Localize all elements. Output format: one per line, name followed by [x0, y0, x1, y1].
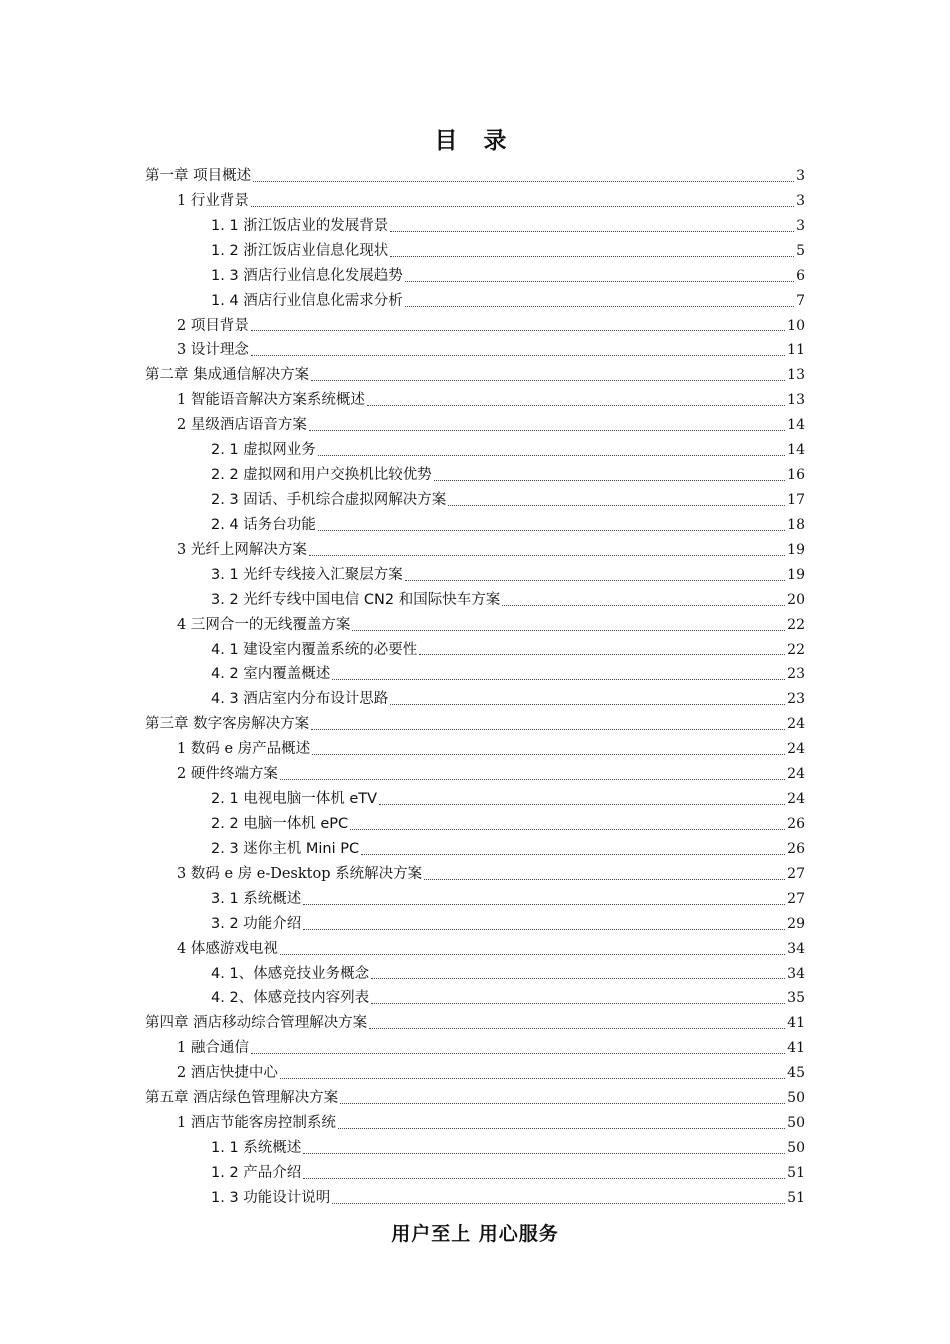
toc-entry[interactable] [145, 488, 805, 513]
dot-leader [251, 205, 794, 207]
toc-entry-page-number: 34 [787, 965, 805, 982]
toc-entry-page-number: 50 [787, 1115, 805, 1132]
dot-leader [379, 803, 785, 805]
dot-leader [338, 1127, 785, 1129]
toc-entry[interactable] [145, 962, 805, 987]
dot-leader [309, 554, 785, 556]
toc-entry-page-number: 5 [796, 242, 805, 259]
toc-entry[interactable] [145, 289, 805, 314]
toc-entry[interactable] [145, 388, 805, 413]
toc-entry-page-number: 22 [787, 616, 805, 633]
dot-leader [311, 379, 785, 381]
toc-entry-page-number: 10 [787, 317, 805, 334]
dot-leader [361, 853, 785, 855]
dot-leader [340, 1102, 785, 1104]
toc-entry-page-number: 27 [787, 865, 805, 882]
toc-entry-page-number: 20 [787, 591, 805, 608]
toc-entry-label: 2. 1 虚拟网业务 [211, 442, 316, 459]
toc-entry[interactable] [145, 837, 805, 862]
page-footer-slogan: 用户至上 用心服务 [391, 1223, 559, 1245]
toc-entry-page-number: 6 [796, 267, 805, 284]
toc-entry-label: 2 星级酒店语音方案 [177, 417, 307, 434]
dot-leader [448, 504, 785, 506]
toc-entry-label: 3. 2 功能介绍 [211, 915, 302, 932]
toc-entry-label: 3. 1 系统概述 [211, 890, 302, 907]
dot-leader [251, 329, 785, 331]
toc-entry-label: 1. 1 系统概述 [211, 1139, 302, 1156]
toc-entry-label: 3 数码 e 房 e-Desktop 系统解决方案 [177, 865, 423, 882]
toc-entry-page-number: 13 [787, 392, 805, 409]
dot-leader [251, 1052, 785, 1054]
toc-entry-page-number: 50 [787, 1139, 805, 1156]
dot-leader [280, 953, 785, 955]
toc-entry[interactable] [145, 413, 805, 438]
toc-entry-page-number: 41 [787, 1015, 805, 1032]
toc-entry-page-number: 26 [787, 815, 805, 832]
toc-entry[interactable] [145, 762, 805, 787]
toc-entry[interactable] [145, 438, 805, 463]
toc-entry-page-number: 11 [787, 342, 805, 359]
toc-entry[interactable] [145, 239, 805, 264]
toc-entry[interactable] [145, 314, 805, 339]
toc-entry-page-number: 23 [787, 666, 805, 683]
toc-entry-page-number: 3 [796, 168, 805, 184]
toc-entry[interactable] [145, 563, 805, 588]
toc-entry[interactable] [145, 912, 805, 937]
dot-leader [405, 280, 794, 282]
toc-entry-label: 4. 1、体感竞技业务概念 [211, 965, 370, 982]
toc-entry-label: 1. 2 浙江饭店业信息化现状 [211, 242, 389, 259]
toc-entry-label: 4 三网合一的无线覆盖方案 [177, 616, 351, 633]
toc-entry-label: 2. 3 迷你主机 Mini PC [211, 840, 360, 857]
toc-entry[interactable] [145, 986, 805, 1011]
dot-leader [371, 977, 785, 979]
toc-entry[interactable] [145, 1086, 805, 1111]
toc-entry-label: 第三章 数字客房解决方案 [145, 716, 310, 733]
toc-entry[interactable] [145, 613, 805, 638]
dot-leader [424, 878, 785, 880]
toc-entry[interactable] [145, 338, 805, 363]
dot-leader [419, 653, 785, 655]
toc-entry-page-number: 26 [787, 840, 805, 857]
toc-entry[interactable] [145, 214, 805, 239]
toc-entry-label: 2 硬件终端方案 [177, 766, 278, 783]
toc-entry[interactable] [145, 1161, 805, 1186]
dot-leader [303, 1177, 785, 1179]
dot-leader [253, 180, 794, 182]
toc-entry-page-number: 50 [787, 1090, 805, 1107]
toc-entry-page-number: 14 [787, 442, 805, 459]
toc-entry-page-number: 27 [787, 890, 805, 907]
toc-entry-page-number: 51 [787, 1164, 805, 1181]
toc-entry-label: 4. 1 建设室内覆盖系统的必要性 [211, 641, 418, 658]
dot-leader [390, 255, 794, 257]
toc-entry[interactable] [145, 264, 805, 289]
page-title: 目 录 [434, 128, 516, 154]
toc-entry-page-number: 7 [796, 292, 805, 309]
toc-entry-label: 2 酒店快捷中心 [177, 1065, 278, 1082]
toc-entry[interactable] [145, 862, 805, 887]
dot-leader [405, 579, 785, 581]
toc-entry-label: 1. 3 酒店行业信息化发展趋势 [211, 267, 403, 284]
dot-leader [367, 404, 785, 406]
toc-entry-page-number: 16 [787, 467, 805, 484]
toc-entry-label: 2. 2 虚拟网和用户交换机比较优势 [211, 467, 432, 484]
dot-leader [369, 1027, 785, 1029]
toc-entry[interactable] [145, 712, 805, 737]
toc-entry-label: 1 酒店节能客房控制系统 [177, 1115, 336, 1132]
toc-entry-page-number: 23 [787, 691, 805, 708]
toc-entry[interactable] [145, 588, 805, 613]
toc-entry[interactable] [145, 1186, 805, 1211]
toc-entry-page-number: 45 [787, 1065, 805, 1082]
toc-entry-page-number: 24 [787, 741, 805, 758]
toc-entry[interactable] [145, 164, 805, 189]
dot-leader [318, 454, 785, 456]
dot-leader [390, 703, 785, 705]
toc-entry-page-number: 34 [787, 940, 805, 957]
toc-entry-label: 2 项目背景 [177, 317, 249, 334]
toc-entry-label: 2. 4 话务台功能 [211, 516, 316, 533]
dot-leader [318, 529, 785, 531]
dot-leader [251, 354, 785, 356]
toc-entry[interactable] [145, 1111, 805, 1136]
dot-leader [332, 1202, 785, 1204]
toc-entry-label: 2. 3 固话、手机综合虚拟网解决方案 [211, 491, 447, 508]
toc-entry[interactable] [145, 662, 805, 687]
toc-entry[interactable] [145, 737, 805, 762]
table-of-contents [145, 164, 805, 1211]
toc-entry-label: 第四章 酒店移动综合管理解决方案 [145, 1015, 368, 1032]
dot-leader [303, 1152, 785, 1154]
toc-entry-label: 3. 1 光纤专线接入汇聚层方案 [211, 566, 403, 583]
toc-entry-label: 2. 1 电视电脑一体机 eTV [211, 791, 378, 808]
toc-entry[interactable] [145, 887, 805, 912]
toc-entry-label: 第一章 项目概述 [145, 168, 252, 184]
toc-entry[interactable] [145, 1136, 805, 1161]
toc-entry-page-number: 3 [796, 217, 805, 234]
dot-leader [311, 728, 785, 730]
toc-entry[interactable] [145, 513, 805, 538]
toc-entry-page-number: 17 [787, 491, 805, 508]
toc-entry[interactable] [145, 538, 805, 563]
toc-entry-label: 4. 2、体感竞技内容列表 [211, 990, 370, 1007]
dot-leader [332, 678, 785, 680]
toc-entry[interactable] [145, 937, 805, 962]
toc-entry-page-number: 24 [787, 766, 805, 783]
toc-entry-page-number: 35 [787, 990, 805, 1007]
toc-entry[interactable] [145, 638, 805, 663]
dot-leader [312, 753, 785, 755]
dot-leader [405, 305, 794, 307]
toc-entry[interactable] [145, 189, 805, 214]
toc-entry-label: 4. 3 酒店室内分布设计思路 [211, 691, 389, 708]
toc-entry-label: 3 光纤上网解决方案 [177, 541, 307, 558]
dot-leader [280, 778, 785, 780]
toc-entry-label: 4. 2 室内覆盖概述 [211, 666, 331, 683]
dot-leader [350, 828, 785, 830]
toc-entry[interactable] [145, 1061, 805, 1086]
toc-entry-label: 3. 2 光纤专线中国电信 CN2 和国际快车方案 [211, 591, 501, 608]
toc-entry-label: 1 融合通信 [177, 1040, 249, 1057]
toc-entry-page-number: 24 [787, 716, 805, 733]
toc-entry[interactable] [145, 463, 805, 488]
toc-entry[interactable] [145, 363, 805, 388]
toc-entry-page-number: 18 [787, 516, 805, 533]
dot-leader [303, 903, 785, 905]
toc-entry-page-number: 24 [787, 791, 805, 808]
toc-entry-label: 1 数码 e 房产品概述 [177, 741, 311, 758]
toc-entry-page-number: 19 [787, 566, 805, 583]
toc-entry-page-number: 22 [787, 641, 805, 658]
dot-leader [280, 1077, 785, 1079]
dot-leader [303, 928, 785, 930]
dot-leader [309, 429, 785, 431]
toc-entry-page-number: 51 [787, 1189, 805, 1206]
toc-entry-page-number: 3 [796, 192, 805, 209]
dot-leader [352, 629, 785, 631]
toc-entry-page-number: 19 [787, 541, 805, 558]
dot-leader [434, 479, 785, 481]
dot-leader [502, 604, 785, 606]
toc-entry-label: 1. 2 产品介绍 [211, 1164, 302, 1181]
toc-entry[interactable] [145, 812, 805, 837]
toc-entry[interactable] [145, 787, 805, 812]
toc-entry-label: 2. 2 电脑一体机 ePC [211, 815, 349, 832]
toc-entry-label: 1 智能语音解决方案系统概述 [177, 392, 365, 409]
toc-entry-label: 1. 3 功能设计说明 [211, 1189, 331, 1206]
dot-leader [390, 230, 794, 232]
toc-entry-page-number: 13 [787, 367, 805, 384]
toc-entry-label: 1. 1 浙江饭店业的发展背景 [211, 217, 389, 234]
toc-entry-label: 3 设计理念 [177, 342, 249, 359]
toc-entry-label: 第二章 集成通信解决方案 [145, 367, 310, 384]
toc-entry-page-number: 14 [787, 417, 805, 434]
dot-leader [371, 1002, 785, 1004]
toc-entry-label: 第五章 酒店绿色管理解决方案 [145, 1090, 339, 1107]
toc-entry-page-number: 41 [787, 1040, 805, 1057]
toc-entry[interactable] [145, 1036, 805, 1061]
toc-entry-page-number: 29 [787, 915, 805, 932]
toc-entry-label: 4 体感游戏电视 [177, 940, 278, 957]
toc-entry[interactable] [145, 687, 805, 712]
toc-entry-label: 1. 4 酒店行业信息化需求分析 [211, 292, 403, 309]
toc-entry-label: 1 行业背景 [177, 192, 249, 209]
toc-entry[interactable] [145, 1011, 805, 1036]
